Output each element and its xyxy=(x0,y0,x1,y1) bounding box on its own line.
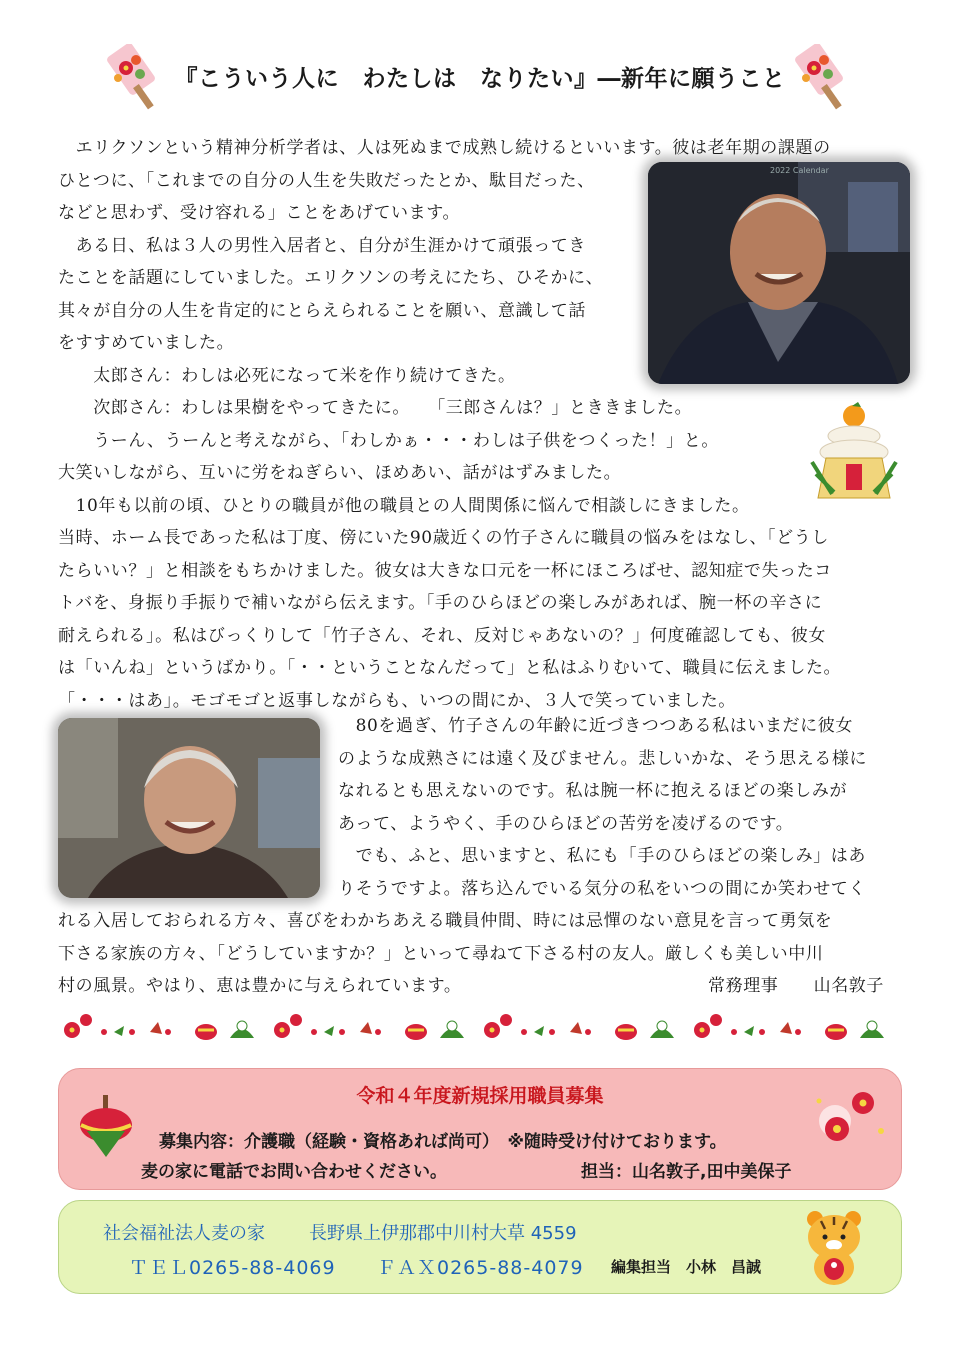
recruitment-staff: 担当：山名敦子,田中美保子 xyxy=(581,1162,792,1182)
body-line: 10年も以前の頃、ひとりの職員が他の職員との人間関係に悩んで相談しにきました。 xyxy=(58,495,750,516)
body-line: 太郎さん：わしは必死になって米を作り続けてきた。 xyxy=(58,365,516,386)
body-line: うーん、うーんと考えながら、「わしかぁ・・・わしは子供をつくった！」と。 xyxy=(58,430,719,451)
body-line: りそうですよ。落ち込んでいる気分の私をいつの間にか笑わせてく xyxy=(338,878,866,899)
body-line: は「いんね」というばかり。「・・ということなんだって」と私はふりむいて、職員に伝えました。 xyxy=(58,658,842,678)
decorative-divider xyxy=(58,1008,904,1048)
body-line: 「・・・はあ」。モゴモゴと返事しながらも、いつの間にか、３人で笑っていました。 xyxy=(58,690,736,711)
body-line: あって、ようやく、手のひらほどの苦労を凌げるのです。 xyxy=(338,813,794,834)
body-line: 大笑いしながら、互いに労をねぎらい、ほめあい、話がはずみました。 xyxy=(58,463,622,483)
recruitment-content: 募集内容：介護職（経験・資格あれば尚可） ※随時受け付けております。 xyxy=(159,1132,727,1152)
plum-blossom-icon xyxy=(811,1081,893,1153)
tiger-mascot-icon xyxy=(801,1207,867,1287)
body-line: 80を過ぎ、竹子さんの年齢に近づきつつある私はいまだに彼女 xyxy=(338,716,853,736)
footer-tel: ＴＥＬ0265-88-4069 xyxy=(129,1257,336,1279)
spinning-top-icon xyxy=(77,1095,135,1161)
body-line: たことを話題にしていました。エリクソンの考えにたち、ひそかに、 xyxy=(58,268,604,288)
body-line: 次郎さん：わしは果樹をやってきたに。 「三郎さんは？」とききました。 xyxy=(58,398,693,418)
recruitment-contact: 麦の家に電話でお問い合わせください。 xyxy=(141,1162,447,1182)
recruitment-box xyxy=(58,1068,902,1190)
body-line: 耐えられる」。私はびっくりして「竹子さん、それ、反対じゃあないの？」何度確認しても、彼女 xyxy=(58,625,826,646)
footer-editor: 編集担当 小林 昌誠 xyxy=(611,1258,762,1276)
signature: 常務理事 山名敦子 xyxy=(708,976,884,996)
body-line: のような成熟さには遠く及びません。悲しいかな、そう思える様に xyxy=(338,748,868,769)
body-line: ひとつに、「これまでの自分の人生を失敗だったとか、駄目だった、 xyxy=(58,170,595,191)
body-line: れる入居しておられる方々、喜びをわかちあえる職員仲間、時には忌憚のない意見を言って勇気を xyxy=(58,911,833,931)
body-line: エリクソンという精神分析学者は、人は死ぬまで成熟し続けるといいます。彼は老年期の課題の xyxy=(58,138,831,158)
body-line: たらいい？」と相談をもちかけました。彼女は大きな口元を一杯にほころばせ、認知症で失ったコ xyxy=(58,560,832,581)
body-line: 其々が自分の人生を肯定的にとらえられることを願い、意識して話 xyxy=(58,300,586,321)
body-line: などと思わず、受け容れる」ことをあげています。 xyxy=(58,203,461,223)
footer-box xyxy=(58,1200,902,1294)
body-line: トバを、身振り手振りで補いながら伝えます。「手のひらほどの楽しみがあれば、腕一杯の辛さに xyxy=(58,593,823,613)
footer-address: 長野県上伊那郡中川村大草 4559 xyxy=(309,1223,577,1244)
page-title: 『こういう人に わたしは なりたい』―新年に願うこと xyxy=(174,66,786,92)
body-line: 下さる家族の方々、「どうしていますか？」といって尋ねて下さる村の友人。厳しくも美しい中川 xyxy=(58,943,824,964)
body-line: なれるとも思えないのです。私は腕一杯に抱えるほどの楽しみが xyxy=(338,781,848,801)
body-line: でも、ふと、思いますと、私にも「手のひらほどの楽しみ」はあ xyxy=(338,846,866,866)
body-text-top xyxy=(58,132,841,717)
photo-elderly-woman xyxy=(58,718,320,898)
body-text-right-of-photo xyxy=(338,710,867,905)
footer-org: 社会福祉法人麦の家 xyxy=(103,1223,265,1244)
body-line: をすすめていました。 xyxy=(58,333,235,353)
recruitment-title: 令和４年度新規採用職員募集 xyxy=(356,1085,604,1107)
calendar-caption: 2022 Calendar xyxy=(770,166,829,175)
footer-fax: ＦＡＸ0265-88-4079 xyxy=(377,1257,584,1279)
body-line: ある日、私は３人の男性入居者と、自分が生涯かけて頑張ってき xyxy=(58,235,586,256)
body-line: 当時、ホーム長であった私は丁度、傍にいた90歳近くの竹子さんに職員の悩みをはなし、「どうし xyxy=(58,528,829,548)
body-line: 村の風景。やはり、恵は豊かに与えられています。 xyxy=(58,976,462,996)
